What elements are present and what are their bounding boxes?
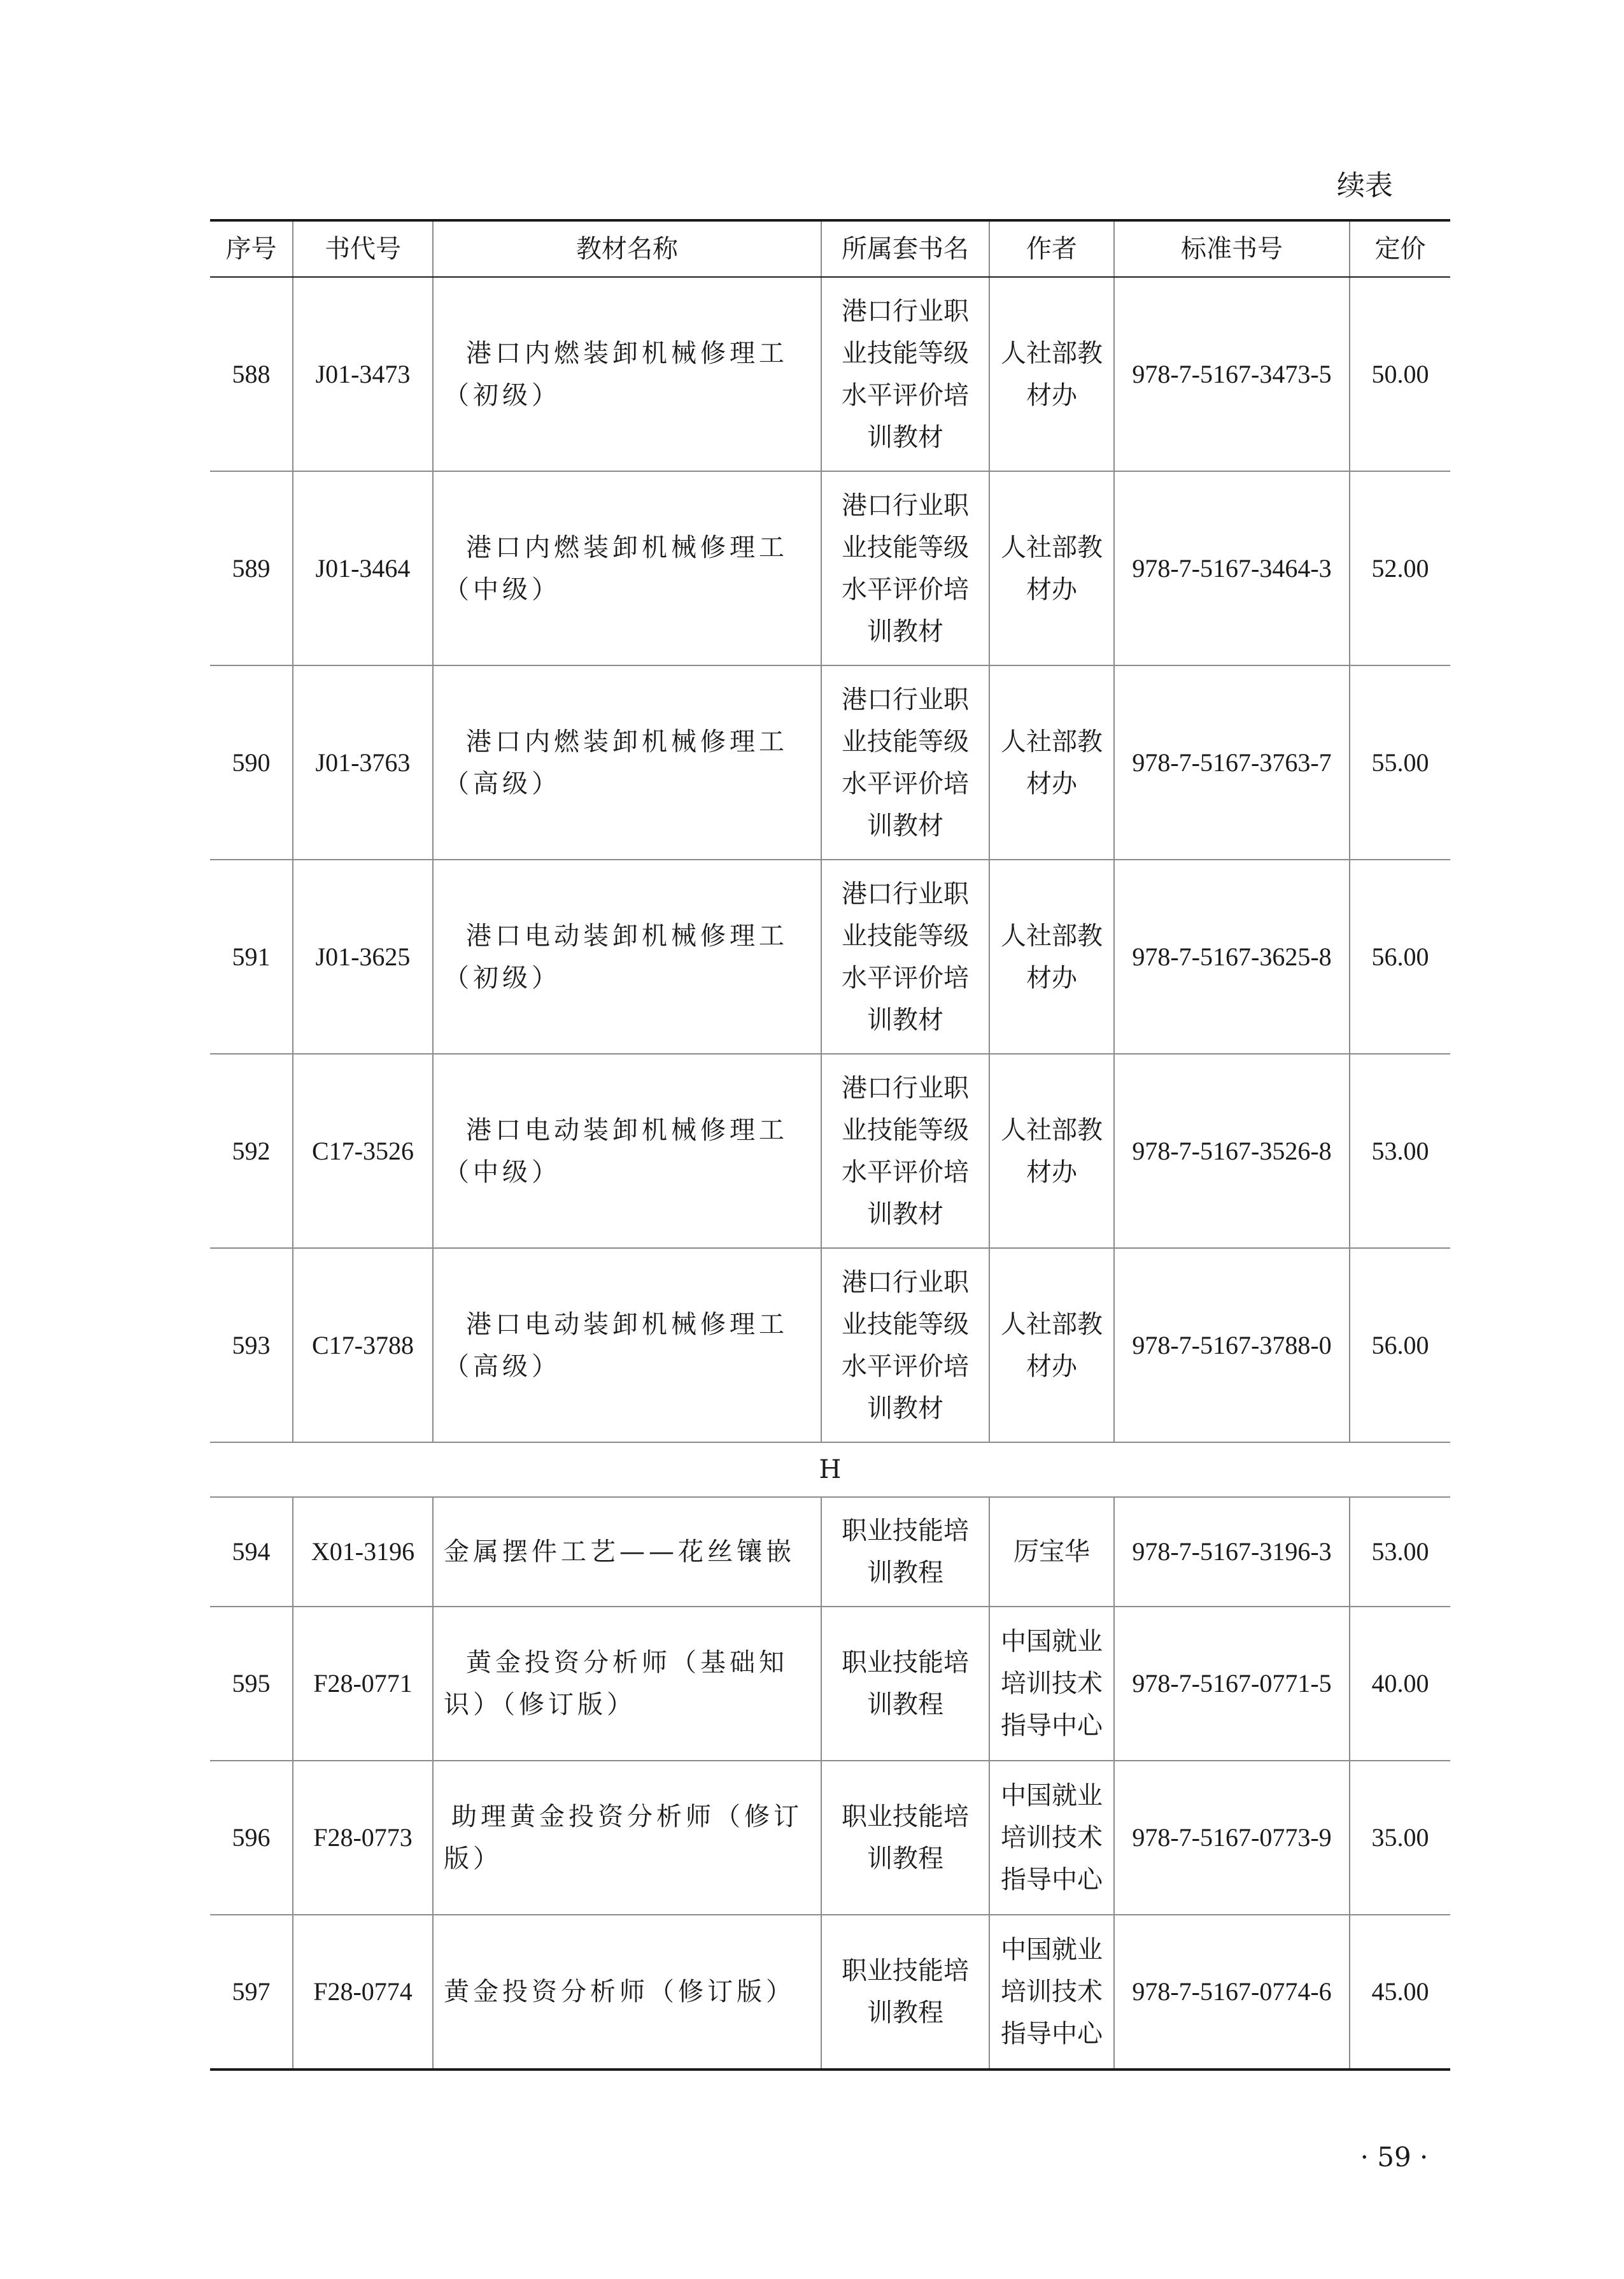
header-isbn: 标准书号 <box>1114 220 1350 277</box>
cell-author: 人社部教材办 <box>989 1054 1114 1248</box>
cell-seq: 591 <box>210 860 293 1054</box>
cell-isbn: 978-7-5167-0773-9 <box>1114 1761 1350 1915</box>
cell-price: 56.00 <box>1350 1248 1450 1442</box>
header-series: 所属套书名 <box>821 220 989 277</box>
header-seq: 序号 <box>210 220 293 277</box>
header-price: 定价 <box>1350 220 1450 277</box>
cell-seq: 592 <box>210 1054 293 1248</box>
cell-series: 港口行业职业技能等级水平评价培训教材 <box>821 665 989 860</box>
cell-title: 助理黄金投资分析师（修订版） <box>433 1761 821 1915</box>
cell-price: 35.00 <box>1350 1761 1450 1915</box>
cell-code: F28-0771 <box>293 1607 433 1761</box>
continued-label: 续表 <box>1337 169 1393 202</box>
textbook-catalog-table <box>210 219 1450 2071</box>
cell-author: 人社部教材办 <box>989 665 1114 860</box>
cell-isbn: 978-7-5167-3196-3 <box>1114 1497 1350 1607</box>
cell-series: 职业技能培训教程 <box>821 1607 989 1761</box>
header-code: 书代号 <box>293 220 433 277</box>
cell-seq: 593 <box>210 1248 293 1442</box>
cell-seq: 589 <box>210 471 293 665</box>
cell-price: 53.00 <box>1350 1497 1450 1607</box>
cell-seq: 597 <box>210 1915 293 2070</box>
cell-isbn: 978-7-5167-3526-8 <box>1114 1054 1350 1248</box>
table-row <box>210 1607 1450 1761</box>
page-number: · 59 · <box>1360 2141 1429 2173</box>
cell-series: 港口行业职业技能等级水平评价培训教材 <box>821 860 989 1054</box>
cell-author: 人社部教材办 <box>989 471 1114 665</box>
cell-code: F28-0774 <box>293 1915 433 2070</box>
table-row <box>210 1915 1450 2070</box>
header-row <box>210 220 1450 277</box>
cell-title: 港口电动装卸机械修理工（中级） <box>433 1054 821 1248</box>
cell-title: 黄金投资分析师（修订版） <box>433 1915 821 2070</box>
cell-isbn: 978-7-5167-3625-8 <box>1114 860 1350 1054</box>
cell-code: J01-3763 <box>293 665 433 860</box>
cell-price: 52.00 <box>1350 471 1450 665</box>
table-row <box>210 860 1450 1054</box>
cell-code: J01-3625 <box>293 860 433 1054</box>
cell-series: 港口行业职业技能等级水平评价培训教材 <box>821 277 989 471</box>
table-row <box>210 277 1450 471</box>
cell-isbn: 978-7-5167-3788-0 <box>1114 1248 1350 1442</box>
section-row <box>210 1442 1450 1497</box>
table-header <box>210 220 1450 277</box>
cell-seq: 594 <box>210 1497 293 1607</box>
cell-code: J01-3464 <box>293 471 433 665</box>
cell-isbn: 978-7-5167-3763-7 <box>1114 665 1350 860</box>
table-row <box>210 1761 1450 1915</box>
cell-series: 港口行业职业技能等级水平评价培训教材 <box>821 1248 989 1442</box>
cell-series: 职业技能培训教程 <box>821 1497 989 1607</box>
header-author: 作者 <box>989 220 1114 277</box>
cell-code: C17-3526 <box>293 1054 433 1248</box>
cell-code: X01-3196 <box>293 1497 433 1607</box>
cell-author: 中国就业培训技术指导中心 <box>989 1915 1114 2070</box>
cell-price: 50.00 <box>1350 277 1450 471</box>
cell-series: 职业技能培训教程 <box>821 1915 989 2070</box>
cell-isbn: 978-7-5167-0774-6 <box>1114 1915 1350 2070</box>
cell-seq: 596 <box>210 1761 293 1915</box>
cell-code: C17-3788 <box>293 1248 433 1442</box>
header-title: 教材名称 <box>433 220 821 277</box>
cell-seq: 590 <box>210 665 293 860</box>
cell-price: 45.00 <box>1350 1915 1450 2070</box>
table-row <box>210 1497 1450 1607</box>
cell-title: 金属摆件工艺——花丝镶嵌 <box>433 1497 821 1607</box>
cell-seq: 588 <box>210 277 293 471</box>
cell-isbn: 978-7-5167-3464-3 <box>1114 471 1350 665</box>
cell-author: 厉宝华 <box>989 1497 1114 1607</box>
cell-title: 港口内燃装卸机械修理工（初级） <box>433 277 821 471</box>
table-row <box>210 665 1450 860</box>
table-row <box>210 1248 1450 1442</box>
cell-title: 黄金投资分析师（基础知识）（修订版） <box>433 1607 821 1761</box>
cell-title: 港口内燃装卸机械修理工（中级） <box>433 471 821 665</box>
table-row <box>210 1054 1450 1248</box>
section-label-h: H <box>210 1442 1450 1497</box>
cell-series: 港口行业职业技能等级水平评价培训教材 <box>821 1054 989 1248</box>
cell-title: 港口电动装卸机械修理工（高级） <box>433 1248 821 1442</box>
cell-code: J01-3473 <box>293 277 433 471</box>
cell-price: 53.00 <box>1350 1054 1450 1248</box>
cell-isbn: 978-7-5167-3473-5 <box>1114 277 1350 471</box>
table-row <box>210 471 1450 665</box>
cell-author: 中国就业培训技术指导中心 <box>989 1607 1114 1761</box>
cell-series: 职业技能培训教程 <box>821 1761 989 1915</box>
cell-price: 55.00 <box>1350 665 1450 860</box>
cell-isbn: 978-7-5167-0771-5 <box>1114 1607 1350 1761</box>
cell-price: 40.00 <box>1350 1607 1450 1761</box>
cell-code: F28-0773 <box>293 1761 433 1915</box>
cell-title: 港口电动装卸机械修理工（初级） <box>433 860 821 1054</box>
cell-author: 人社部教材办 <box>989 277 1114 471</box>
cell-price: 56.00 <box>1350 860 1450 1054</box>
cell-author: 人社部教材办 <box>989 1248 1114 1442</box>
cell-author: 中国就业培训技术指导中心 <box>989 1761 1114 1915</box>
cell-author: 人社部教材办 <box>989 860 1114 1054</box>
cell-series: 港口行业职业技能等级水平评价培训教材 <box>821 471 989 665</box>
table-body <box>210 277 1450 2070</box>
cell-title: 港口内燃装卸机械修理工（高级） <box>433 665 821 860</box>
cell-seq: 595 <box>210 1607 293 1761</box>
